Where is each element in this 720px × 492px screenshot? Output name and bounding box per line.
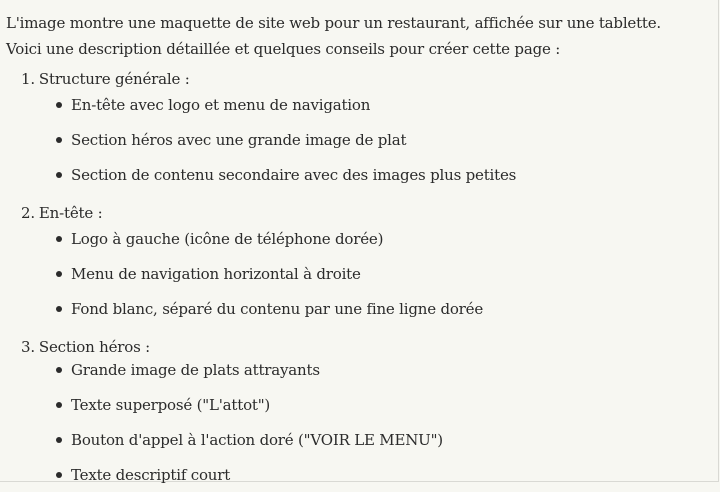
bullet-icon: [56, 367, 62, 373]
list-item-text: Menu de navigation horizontal à droite: [71, 264, 361, 283]
list-item: [6, 291, 711, 326]
intro-line-1: L'image montre une maquette de site web pour un restaurant, affichée sur une tablette.: [6, 14, 662, 32]
list-item: [6, 352, 711, 387]
section-title-text: Section héros :: [38, 338, 151, 356]
message-content: [6, 10, 711, 492]
list-item-text: Texte superposé ("L'attot"): [71, 395, 271, 414]
section-number: 1.: [21, 70, 35, 88]
section-title-text: En-tête :: [38, 204, 103, 222]
list-item-text: Bouton d'appel à l'action doré ("VOIR LE MENU"): [71, 430, 443, 449]
section-header: [6, 200, 711, 326]
bullet-icon: [56, 137, 62, 143]
list-item: [6, 122, 711, 157]
list-item-text: En-tête avec logo et menu de navigation: [71, 96, 371, 114]
list-item-text: Grande image de plats attrayants: [71, 360, 320, 379]
list-item-text: Logo à gauche (icône de téléphone dorée): [71, 230, 384, 248]
list-item: [6, 422, 711, 457]
bullet-icon: [56, 102, 62, 108]
list-item: [6, 256, 711, 291]
list-item: [6, 387, 711, 422]
bullet-list: [6, 222, 711, 326]
list-item-text: Fond blanc, séparé du contenu par une fine ligne dorée: [71, 299, 484, 318]
bullet-icon: [56, 402, 62, 408]
list-item-text: Texte descriptif court: [71, 465, 231, 484]
section-hero: [6, 334, 711, 492]
list-item: [6, 157, 711, 192]
bullet-icon: [56, 236, 62, 242]
list-item: [6, 222, 711, 256]
list-item-text: Section de contenu secondaire avec des images plus petites: [71, 165, 517, 184]
intro: [6, 10, 711, 62]
bullet-icon: [56, 172, 62, 178]
bullet-icon: [56, 472, 62, 478]
section-structure: [6, 66, 711, 192]
bullet-list: [6, 88, 711, 192]
list-item-text: Section héros avec une grande image de plat: [71, 130, 407, 149]
bullet-icon: [56, 306, 62, 312]
intro-line-2: Voici une description détaillée et quelques conseils pour créer cette page :: [6, 40, 561, 58]
bullet-icon: [56, 437, 62, 443]
section-number: 2.: [21, 204, 35, 222]
bullet-icon: [56, 271, 62, 277]
list-item: [6, 88, 711, 122]
section-title-text: Structure générale :: [38, 70, 190, 88]
section-number: 3.: [21, 338, 35, 356]
list-item: [6, 457, 711, 492]
bullet-list: [6, 352, 711, 492]
